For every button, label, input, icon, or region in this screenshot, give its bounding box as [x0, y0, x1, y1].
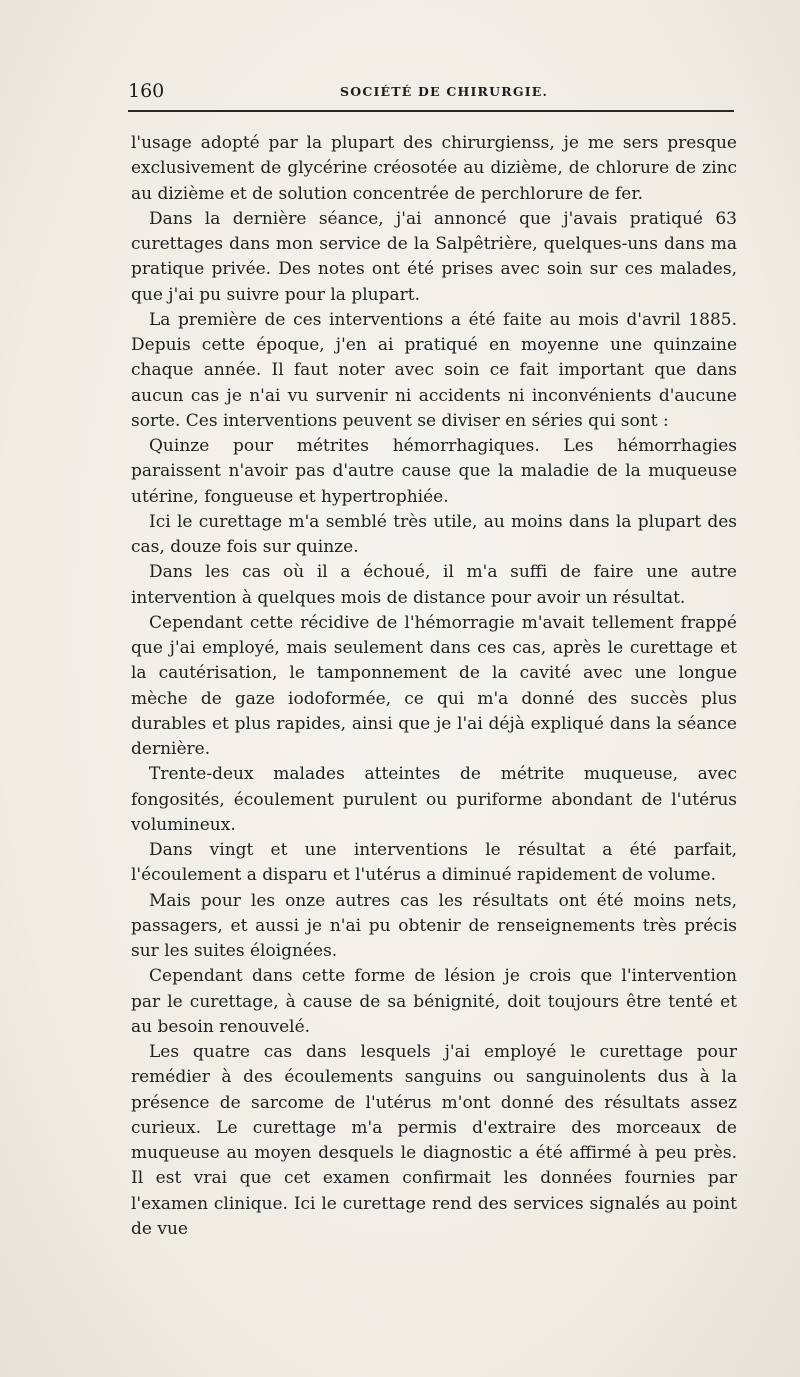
paragraph: Cependant dans cette forme de lésion je crois que l'intervention par le curettage, à cause de sa bénignité, doit toujours être tenté et au besoin renouvelé.	[131, 966, 737, 1037]
paragraph: Dans vingt et une interventions le résultat a été parfait, l'écoulement a disparu et l'utérus a diminué rapidement de volume.	[131, 840, 737, 886]
paragraph: Ici le curettage m'a semblé très utile, au moins dans la plupart des cas, douze fois sur quinze.	[131, 511, 737, 557]
paragraph: La première de ces interventions a été faite au mois d'avril 1885. Depuis cette époque, j'en ai pratiqué en moyenne une quinzaine chaque année. Il faut noter avec soin ce fait important que dans aucun cas je n'ai vu survenir ni accidents ni inconvénients d'aucune sorte. Ces interventions peuvent se diviser en séries qui sont :	[131, 309, 737, 431]
running-head	[128, 78, 734, 112]
paragraph: Dans la dernière séance, j'ai annoncé que j'avais pratiqué 63 curettages dans mon service de la Salpêtrière, quelques-uns dans ma pratique privée. Des notes ont été prises avec soin sur ces malades, que j'ai pu suivre pour la plupart.	[131, 208, 737, 305]
paragraph: l'usage adopté par la plupart des chirurgienss, je me sers presque exclusivement de glycérine créosotée au dizième, de chlorure de zinc au dizième et de solution concentrée de perchlorure de fer.	[131, 133, 737, 204]
paragraph: Trente-deux malades atteintes de métrite muqueuse, avec fongosités, écoulement purulent ou puriforme abondant de l'utérus volumineux.	[131, 764, 737, 835]
page-number: 160	[128, 80, 165, 102]
paragraph: Mais pour les onze autres cas les résultats ont été moins nets, passagers, et aussi je n'ai pu obtenir de renseignements très précis sur les suites éloignées.	[131, 890, 737, 961]
text-body	[131, 131, 737, 1242]
paragraph: Les quatre cas dans lesquels j'ai employé le curettage pour remédier à des écoulements sanguins ou sanguinolents dus à la présence de sarcome de l'utérus m'ont donné des résultats assez curieux. Le curettage m'a permis d'extraire des morceaux de muqueuse au moyen desquels le diagnostic a été affirmé à peu près. Il est vrai que cet examen confirmait les données fournies par l'examen clinique. Ici le curettage rend des services signalés au point de vue	[131, 1042, 737, 1239]
paragraph: Quinze pour métrites hémorrhagiques. Les hémorrhagies paraissent n'avoir pas d'autre cause que la maladie de la muqueuse utérine, fongueuse et hypertrophiée.	[131, 436, 737, 507]
paragraph: Cependant cette récidive de l'hémorragie m'avait tellement frappé que j'ai employé, mais seulement dans ces cas, après le curettage et la cautérisation, le tamponnement de la cavité avec une longue mèche de gaze iodoformée, ce qui m'a donné des succès plus durables et plus rapides, ainsi que je l'ai déjà expliqué dans la séance dernière.	[131, 612, 737, 759]
paragraph: Dans les cas où il a échoué, il m'a suffi de faire une autre intervention à quelques mois de distance pour avoir un résultat.	[131, 562, 737, 608]
journal-title: SOCIÉTÉ DE CHIRURGIE.	[340, 84, 549, 99]
